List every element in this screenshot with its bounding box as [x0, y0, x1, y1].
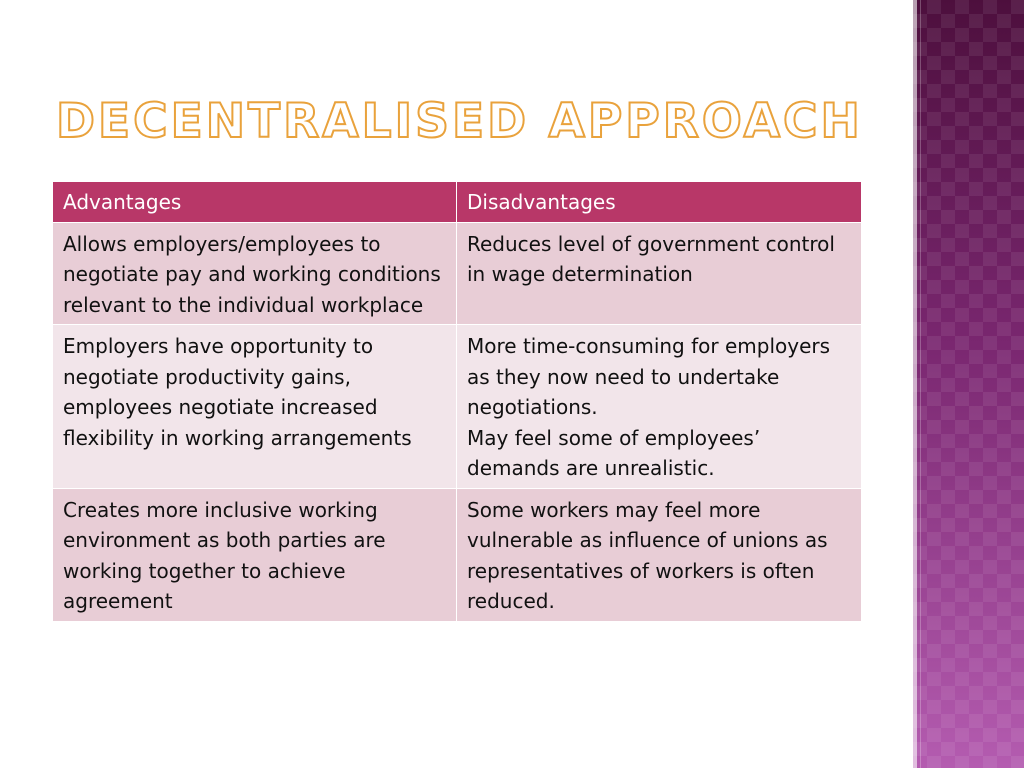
table-header-row — [53, 182, 862, 223]
disadvantage-cell — [457, 488, 862, 621]
table-row — [53, 325, 862, 489]
cell-text: Allows employers/employees to negotiate pay and working conditions relevant to the individual workplace — [63, 231, 441, 317]
cell-text: Employers have opportunity to negotiate productivity gains, employees negotiate increased flexibility in working arrangements — [63, 334, 412, 450]
advantage-cell — [53, 488, 457, 621]
header-disadvantages: Disadvantages — [457, 182, 862, 223]
cell-text: More time-consuming for employers as they now need to undertake negotiations. — [467, 334, 831, 419]
table-row — [53, 222, 862, 325]
disadvantage-cell — [457, 325, 862, 489]
cell-text: Reduces level of government control in wage determination — [467, 231, 835, 286]
advantage-cell — [53, 325, 457, 489]
table-row — [53, 488, 862, 621]
comparison-table — [52, 181, 862, 622]
advantage-cell — [53, 222, 457, 325]
slide-title: DECENTRALISED APPROACH — [56, 94, 863, 149]
cell-text: Some workers may feel more vulnerable as influence of unions as representatives of workers is often reduced. — [467, 497, 828, 613]
disadvantage-cell — [457, 222, 862, 325]
header-advantages: Advantages — [53, 182, 457, 223]
decorative-side-band — [913, 0, 1024, 768]
cell-text: Creates more inclusive working environment as both parties are working together to achieve agreement — [63, 497, 386, 613]
cell-text: May feel some of employees’ demands are unrealistic. — [467, 425, 761, 480]
